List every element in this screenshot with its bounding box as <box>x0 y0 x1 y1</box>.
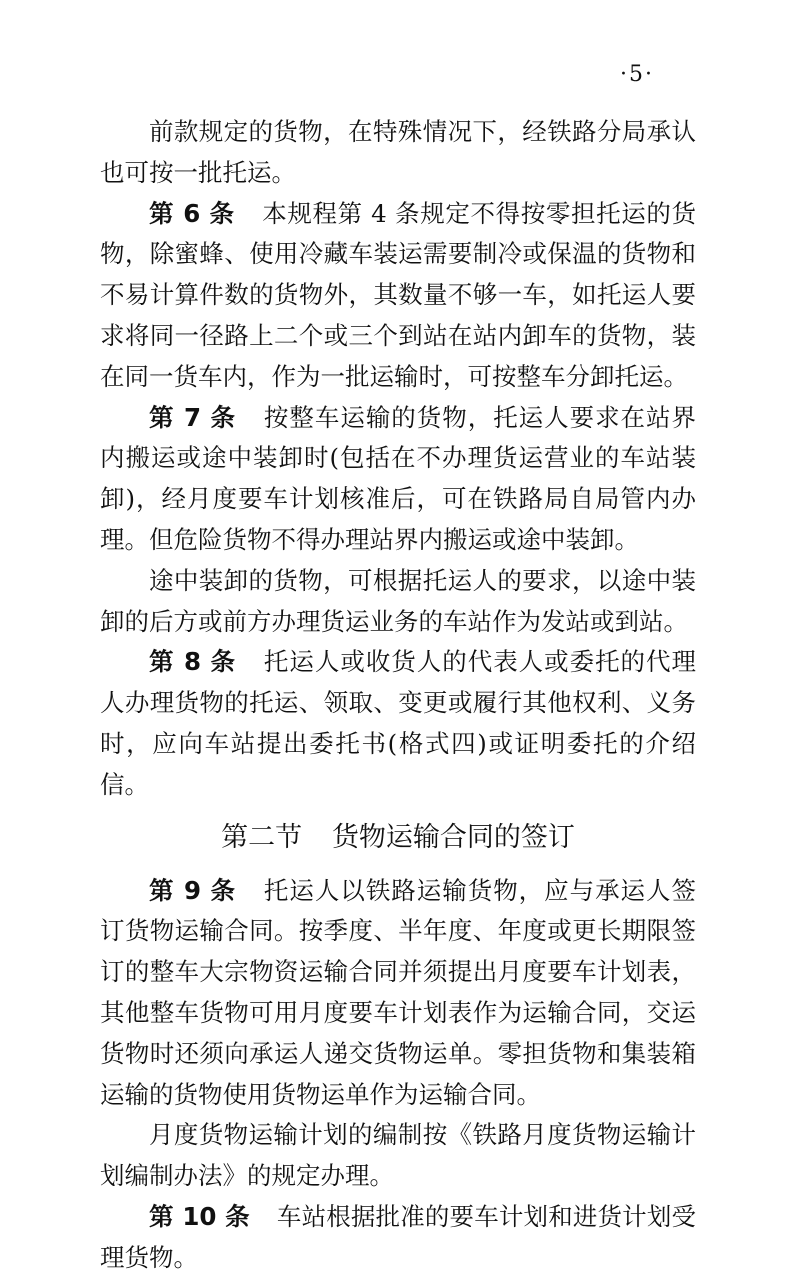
section-number: 第二节 <box>221 821 303 853</box>
paragraph-text: 途中装卸的货物，可根据托运人的要求，以途中装卸的后方或前方办理货运业务的车站作为发站或到站。 <box>100 565 696 636</box>
paragraph <box>100 112 696 194</box>
section-title: 货物运输合同的签订 <box>331 821 575 853</box>
paragraph-text: 月度货物运输计划的编制按《铁路月度货物运输计划编制办法》的规定办理。 <box>100 1120 696 1191</box>
paragraph-text: 车站根据批准的要车计划和进货计划受理货物。 <box>100 1201 697 1272</box>
article-label: 第 10 条 <box>149 1201 250 1231</box>
paragraph-text: 托运人或收货人的代表人或委托的代理人办理货物的托运、领取、变更或履行其他权利、义务时，应向车站提出委托书(格式四)或证明委托的介绍信。 <box>100 647 697 799</box>
article-6 <box>100 194 696 398</box>
article-label: 第 9 条 <box>149 875 237 905</box>
page-number: ·5· <box>620 62 654 87</box>
paragraph-text: 按整车运输的货物，托运人要求在站界内搬运或途中装卸时(包括在不办理货运营业的车站装卸)，经月度要车计划核准后，可在铁路局自局管内办理。但危险货物不得办理站界内搬运或途中装卸。 <box>100 402 697 554</box>
article-label: 第 6 条 <box>149 198 235 228</box>
section-heading <box>100 813 696 863</box>
article-9 <box>100 871 696 1116</box>
paragraph <box>100 561 696 643</box>
article-label: 第 7 条 <box>149 402 237 432</box>
article-8 <box>100 642 696 805</box>
article-label: 第 8 条 <box>149 647 237 677</box>
document-body <box>100 112 696 1279</box>
paragraph-text: 前款规定的货物，在特殊情况下，经铁路分局承认也可按一批托运。 <box>100 117 696 187</box>
paragraph-text: 托运人以铁路运输货物，应与承运人签订货物运输合同。按季度、半年度、年度或更长期限签订的整车大宗物资运输合同并须提出月度要车计划表，其他整车货物可用月度要车计划表作为运输合同，交运货物时还须向承运人递交货物运单。零担货物和集装箱运输的货物使用货物运单作为运输合同。 <box>100 875 697 1109</box>
article-7 <box>100 398 696 561</box>
paragraph-text: 本规程第 4 条规定不得按零担托运的货物，除蜜蜂、使用冷藏车装运需要制冷或保温的货物和不易计算件数的货物外，其数量不够一车，如托运人要求将同一径路上二个或三个到站在站内卸车的货物，装在同一货车内，作为一批运输时，可按整车分卸托运。 <box>100 198 696 391</box>
article-10 <box>100 1197 696 1279</box>
paragraph <box>100 1115 696 1197</box>
